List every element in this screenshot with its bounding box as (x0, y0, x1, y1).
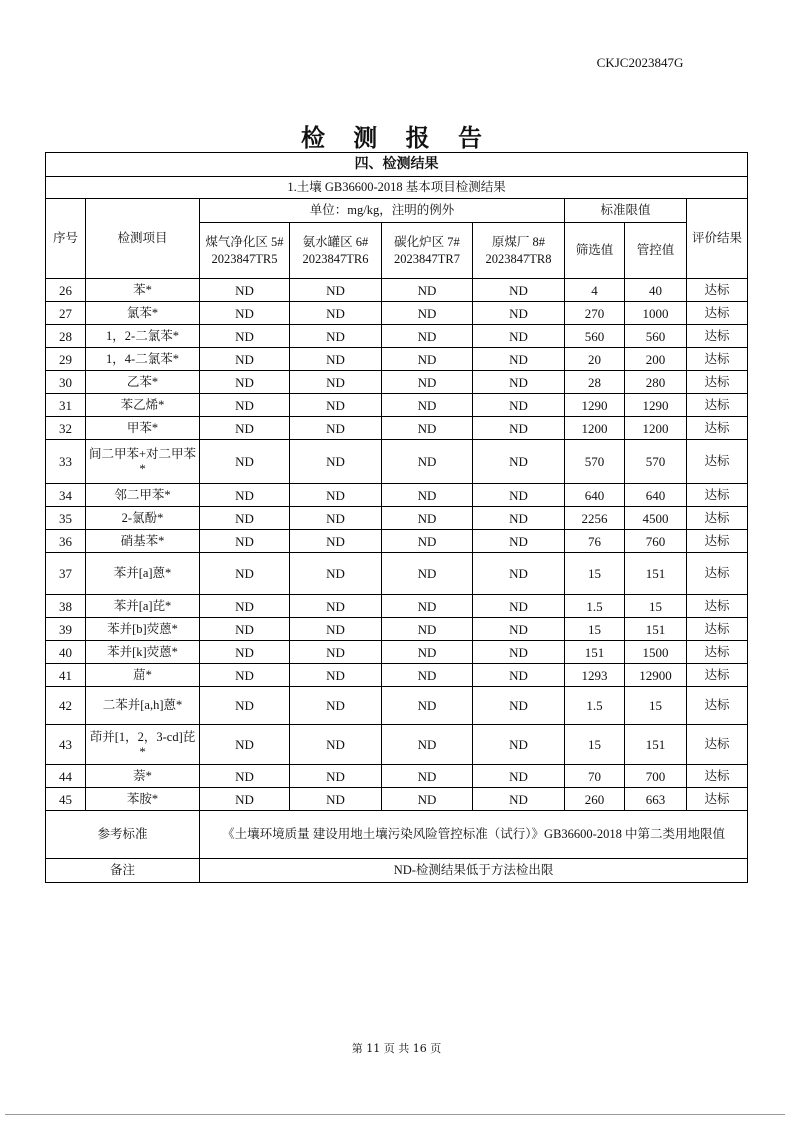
row-site7: ND (382, 302, 473, 325)
row-site7: ND (382, 530, 473, 553)
row-site6: ND (290, 394, 382, 417)
row-no: 42 (46, 687, 86, 725)
row-site6: ND (290, 417, 382, 440)
row-no: 28 (46, 325, 86, 348)
row-site8: ND (473, 765, 565, 788)
row-site8: ND (473, 507, 565, 530)
row-site5: ND (200, 595, 290, 618)
row-control: 1200 (625, 417, 687, 440)
row-site5: ND (200, 687, 290, 725)
row-site7: ND (382, 507, 473, 530)
row-item: 2-氯酚* (86, 507, 200, 530)
row-site6: ND (290, 687, 382, 725)
table-row (46, 618, 748, 641)
row-site7: ND (382, 394, 473, 417)
row-screen: 1290 (565, 394, 625, 417)
header-site-7 (382, 223, 473, 279)
row-site6: ND (290, 348, 382, 371)
site-5-name: 煤气净化区 5# (205, 234, 284, 249)
row-site6: ND (290, 325, 382, 348)
site-8-code: 2023847TR8 (485, 251, 552, 266)
row-site8: ND (473, 484, 565, 507)
row-no: 40 (46, 641, 86, 664)
row-result: 达标 (687, 530, 748, 553)
row-no: 33 (46, 440, 86, 484)
row-item: 乙苯* (86, 371, 200, 394)
header-eval: 评价结果 (687, 199, 748, 279)
table-row (46, 725, 748, 765)
site-5-code: 2023847TR5 (211, 251, 278, 266)
table-row (46, 788, 748, 811)
row-control: 15 (625, 595, 687, 618)
document-number: CKJC2023847G (596, 55, 684, 70)
row-site7: ND (382, 348, 473, 371)
header-unit: 单位：mg/kg，注明的例外 (200, 199, 565, 223)
row-no: 35 (46, 507, 86, 530)
row-item: 䓛* (86, 664, 200, 687)
remark-label: 备注 (46, 859, 200, 883)
row-site6: ND (290, 618, 382, 641)
row-site8: ND (473, 325, 565, 348)
row-no: 38 (46, 595, 86, 618)
row-site7: ND (382, 788, 473, 811)
row-site7: ND (382, 725, 473, 765)
row-control: 760 (625, 530, 687, 553)
row-screen: 4 (565, 279, 625, 302)
row-item: 萘* (86, 765, 200, 788)
table-row (46, 302, 748, 325)
header-control: 管控值 (625, 223, 687, 279)
row-site6: ND (290, 595, 382, 618)
table-row (46, 279, 748, 302)
table-row (46, 641, 748, 664)
row-item: 苯并[k]荧蒽* (86, 641, 200, 664)
row-no: 34 (46, 484, 86, 507)
row-no: 36 (46, 530, 86, 553)
table-row (46, 394, 748, 417)
row-item: 苯胺* (86, 788, 200, 811)
table-row (46, 530, 748, 553)
row-result: 达标 (687, 371, 748, 394)
row-site8: ND (473, 641, 565, 664)
row-no: 44 (46, 765, 86, 788)
row-site7: ND (382, 440, 473, 484)
row-item: 邻二甲苯* (86, 484, 200, 507)
row-control: 15 (625, 687, 687, 725)
row-control: 663 (625, 788, 687, 811)
page-footer: 第 11 页 共 16 页 (351, 1042, 442, 1055)
row-item: 1，2-二氯苯* (86, 325, 200, 348)
row-no: 39 (46, 618, 86, 641)
row-site6: ND (290, 641, 382, 664)
row-control: 1290 (625, 394, 687, 417)
row-site6: ND (290, 484, 382, 507)
row-result: 达标 (687, 618, 748, 641)
table-row (46, 664, 748, 687)
row-result: 达标 (687, 641, 748, 664)
row-site5: ND (200, 765, 290, 788)
header-seq: 序号 (46, 199, 86, 279)
header-site-6 (290, 223, 382, 279)
row-item: 甲苯* (86, 417, 200, 440)
row-control: 151 (625, 725, 687, 765)
row-site7: ND (382, 664, 473, 687)
row-result: 达标 (687, 279, 748, 302)
header-site-8 (473, 223, 565, 279)
results-table (45, 152, 748, 883)
table-row (46, 595, 748, 618)
site-7-code: 2023847TR7 (394, 251, 460, 266)
table-row (46, 484, 748, 507)
report-title: 检 测 报 告 (300, 123, 493, 152)
row-site6: ND (290, 725, 382, 765)
row-site6: ND (290, 664, 382, 687)
row-site5: ND (200, 394, 290, 417)
site-7-name: 碳化炉区 7# (394, 234, 460, 249)
row-control: 200 (625, 348, 687, 371)
table-row (46, 440, 748, 484)
table-row (46, 325, 748, 348)
table-row (46, 507, 748, 530)
row-item: 二苯并[a,h]蒽* (86, 687, 200, 725)
scan-edge-line (5, 1114, 785, 1115)
row-site8: ND (473, 725, 565, 765)
row-screen: 15 (565, 725, 625, 765)
row-result: 达标 (687, 664, 748, 687)
row-screen: 2256 (565, 507, 625, 530)
row-site7: ND (382, 417, 473, 440)
row-site5: ND (200, 417, 290, 440)
row-result: 达标 (687, 484, 748, 507)
row-screen: 270 (565, 302, 625, 325)
row-site6: ND (290, 371, 382, 394)
row-screen: 560 (565, 325, 625, 348)
row-result: 达标 (687, 788, 748, 811)
row-screen: 151 (565, 641, 625, 664)
row-site5: ND (200, 641, 290, 664)
row-control: 151 (625, 553, 687, 595)
row-site8: ND (473, 553, 565, 595)
row-site5: ND (200, 325, 290, 348)
row-item: 氯苯* (86, 302, 200, 325)
row-no: 31 (46, 394, 86, 417)
row-screen: 70 (565, 765, 625, 788)
reference-label: 参考标准 (46, 811, 200, 859)
row-site5: ND (200, 553, 290, 595)
row-result: 达标 (687, 765, 748, 788)
table-row (46, 348, 748, 371)
row-result: 达标 (687, 440, 748, 484)
row-site5: ND (200, 725, 290, 765)
row-site7: ND (382, 765, 473, 788)
row-screen: 1.5 (565, 595, 625, 618)
row-no: 43 (46, 725, 86, 765)
row-site5: ND (200, 788, 290, 811)
row-screen: 640 (565, 484, 625, 507)
header-item: 检测项目 (86, 199, 200, 279)
row-control: 40 (625, 279, 687, 302)
row-control: 4500 (625, 507, 687, 530)
row-site8: ND (473, 302, 565, 325)
row-site7: ND (382, 687, 473, 725)
row-site8: ND (473, 618, 565, 641)
row-no: 45 (46, 788, 86, 811)
row-control: 560 (625, 325, 687, 348)
row-screen: 1293 (565, 664, 625, 687)
reference-text: 《土壤环境质量 建设用地土壤污染风险管控标准（试行）》GB36600-2018 中第二类用地限值 (200, 811, 748, 859)
row-item: 苯并[b]荧蒽* (86, 618, 200, 641)
row-no: 37 (46, 553, 86, 595)
subsection-title: 1.土壤 GB36600-2018 基本项目检测结果 (46, 177, 748, 199)
row-result: 达标 (687, 595, 748, 618)
header-site-5 (200, 223, 290, 279)
row-screen: 15 (565, 553, 625, 595)
data-rows (46, 279, 748, 811)
table-row (46, 553, 748, 595)
row-site5: ND (200, 302, 290, 325)
row-result: 达标 (687, 348, 748, 371)
row-site8: ND (473, 664, 565, 687)
row-control: 12900 (625, 664, 687, 687)
row-item: 茚并[1，2，3-cd]芘* (86, 725, 200, 765)
row-site5: ND (200, 348, 290, 371)
row-site7: ND (382, 641, 473, 664)
site-6-name: 氨水罐区 6# (302, 234, 369, 249)
row-result: 达标 (687, 553, 748, 595)
row-site5: ND (200, 507, 290, 530)
row-screen: 570 (565, 440, 625, 484)
row-site5: ND (200, 279, 290, 302)
remark-text: ND-检测结果低于方法检出限 (200, 859, 748, 883)
site-6-code: 2023847TR6 (302, 251, 369, 266)
row-site8: ND (473, 788, 565, 811)
row-site7: ND (382, 279, 473, 302)
row-site8: ND (473, 687, 565, 725)
row-site7: ND (382, 325, 473, 348)
row-result: 达标 (687, 507, 748, 530)
row-control: 151 (625, 618, 687, 641)
row-screen: 76 (565, 530, 625, 553)
row-screen: 15 (565, 618, 625, 641)
row-no: 27 (46, 302, 86, 325)
row-no: 41 (46, 664, 86, 687)
header-screen: 筛选值 (565, 223, 625, 279)
row-site5: ND (200, 530, 290, 553)
row-site7: ND (382, 371, 473, 394)
row-item: 苯并[a]蒽* (86, 553, 200, 595)
row-site5: ND (200, 618, 290, 641)
row-site8: ND (473, 595, 565, 618)
row-result: 达标 (687, 394, 748, 417)
table-row (46, 371, 748, 394)
row-control: 700 (625, 765, 687, 788)
row-site7: ND (382, 484, 473, 507)
row-result: 达标 (687, 687, 748, 725)
row-site6: ND (290, 302, 382, 325)
row-result: 达标 (687, 302, 748, 325)
row-control: 570 (625, 440, 687, 484)
row-site7: ND (382, 595, 473, 618)
site-8-name: 原煤厂 8# (491, 234, 546, 249)
row-item: 硝基苯* (86, 530, 200, 553)
row-site8: ND (473, 279, 565, 302)
row-site7: ND (382, 553, 473, 595)
row-item: 苯* (86, 279, 200, 302)
row-site6: ND (290, 279, 382, 302)
row-item: 苯乙烯* (86, 394, 200, 417)
row-control: 280 (625, 371, 687, 394)
row-screen: 1200 (565, 417, 625, 440)
row-site5: ND (200, 440, 290, 484)
row-site6: ND (290, 788, 382, 811)
row-control: 640 (625, 484, 687, 507)
row-site6: ND (290, 530, 382, 553)
row-item: 苯并[a]芘* (86, 595, 200, 618)
row-site6: ND (290, 440, 382, 484)
row-site5: ND (200, 664, 290, 687)
row-no: 26 (46, 279, 86, 302)
table-row (46, 765, 748, 788)
row-item: 1，4-二氯苯* (86, 348, 200, 371)
row-site8: ND (473, 530, 565, 553)
row-no: 30 (46, 371, 86, 394)
row-site6: ND (290, 765, 382, 788)
row-no: 29 (46, 348, 86, 371)
row-screen: 260 (565, 788, 625, 811)
row-screen: 20 (565, 348, 625, 371)
row-site5: ND (200, 371, 290, 394)
table-row (46, 417, 748, 440)
row-site8: ND (473, 371, 565, 394)
row-screen: 28 (565, 371, 625, 394)
row-site8: ND (473, 348, 565, 371)
row-site6: ND (290, 507, 382, 530)
row-control: 1500 (625, 641, 687, 664)
row-site8: ND (473, 417, 565, 440)
row-screen: 1.5 (565, 687, 625, 725)
row-result: 达标 (687, 325, 748, 348)
row-site7: ND (382, 618, 473, 641)
row-site8: ND (473, 440, 565, 484)
row-control: 1000 (625, 302, 687, 325)
header-limit: 标准限值 (565, 199, 687, 223)
section-title: 四、检测结果 (46, 153, 748, 177)
table-row (46, 687, 748, 725)
row-site5: ND (200, 484, 290, 507)
row-result: 达标 (687, 725, 748, 765)
row-site8: ND (473, 394, 565, 417)
row-result: 达标 (687, 417, 748, 440)
row-item: 间二甲苯+对二甲苯* (86, 440, 200, 484)
row-site6: ND (290, 553, 382, 595)
row-no: 32 (46, 417, 86, 440)
